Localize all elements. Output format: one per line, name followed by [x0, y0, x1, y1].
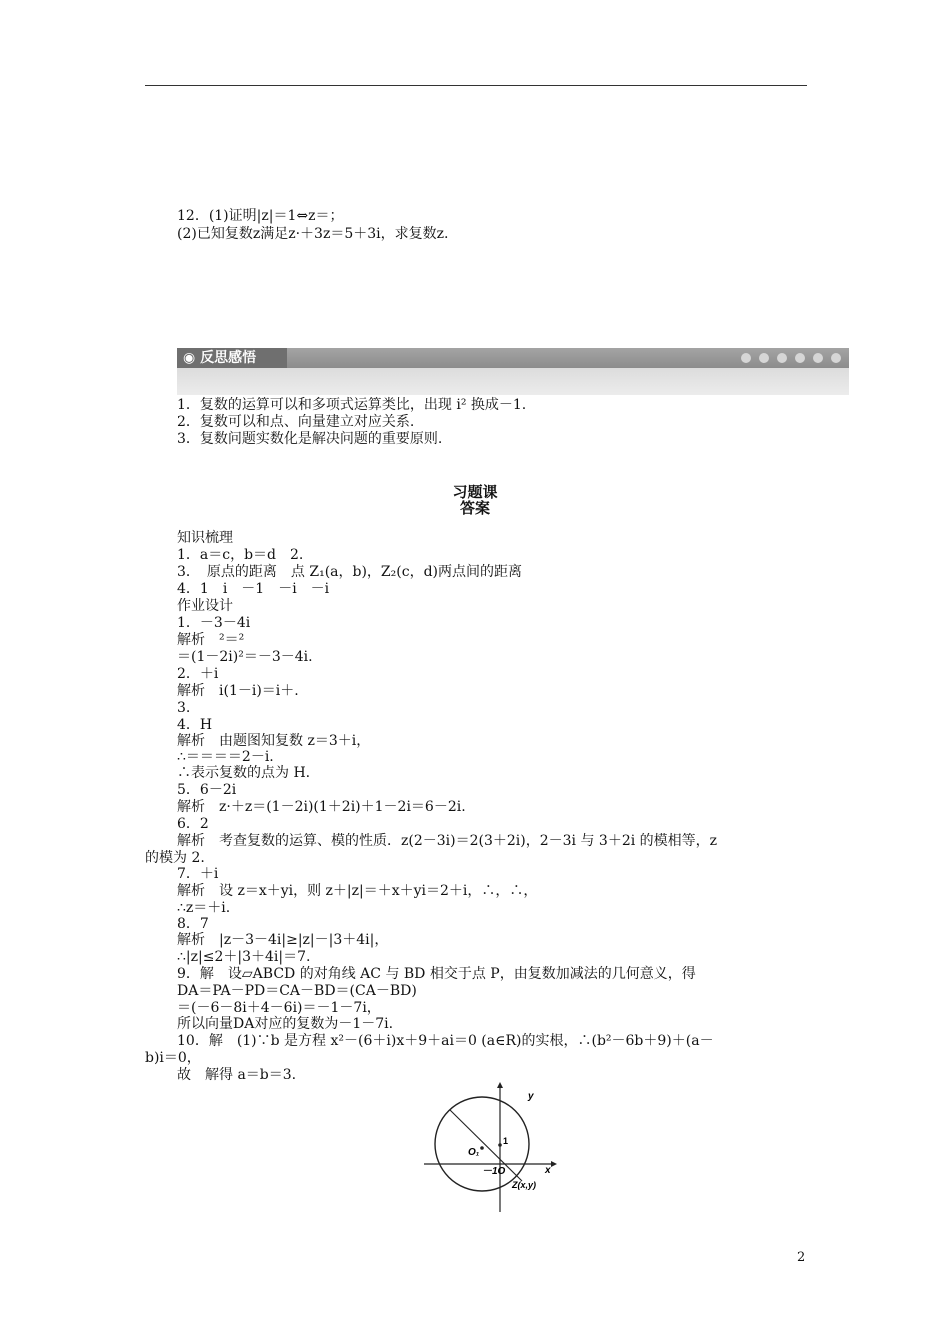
answer-line: 3.: [177, 700, 191, 716]
dot-icon: [831, 353, 841, 363]
problem-12-line-1: 12．(1)证明|z|＝1⇔z＝；: [177, 208, 344, 224]
answer-line: 4．H: [177, 717, 213, 733]
answer-line: 7．＋i: [177, 866, 219, 882]
answer-line: 作业设计: [177, 598, 233, 614]
answer-line: 的模为 2.: [145, 850, 205, 866]
answer-line: 解析 考查复数的运算、模的性质．z(2－3i)＝2(3＋2i)，2－3i 与 3＋2i 的模相等，z: [177, 833, 718, 849]
answer-line: 故 解得 a＝b＝3.: [177, 1067, 297, 1083]
banner-lower-bar: [177, 368, 849, 395]
o1-label: O₁: [468, 1147, 480, 1158]
y-label: y: [528, 1091, 534, 1102]
banner-title: ◉ 反思感悟: [183, 350, 257, 366]
point-i: [498, 1143, 502, 1147]
answer-line: 解析 由题图知复数 z＝3＋i，: [177, 733, 371, 749]
answer-line: 1．a＝c，b＝d 2.: [177, 547, 304, 563]
page-number: 2: [797, 1250, 806, 1265]
answer-line: 4．1 i －1 －i －i: [177, 581, 330, 597]
dot-icon: [777, 353, 787, 363]
problem-12-line-2: (2)已知复数z满足z·＋3z＝5＋3i，求复数z.: [177, 226, 449, 242]
answer-line: ∴表示复数的点为 H.: [177, 765, 311, 781]
reflection-item: 3．复数问题实数化是解决问题的重要原则.: [177, 431, 443, 447]
dot-icon: [741, 353, 751, 363]
x-arrow-icon: [551, 1161, 557, 1167]
header-rule: [145, 85, 807, 86]
dot-icon: [813, 353, 823, 363]
dot-icon: [759, 353, 769, 363]
answer-line: 10．解 (1)∵b 是方程 x²－(6＋i)x＋9＋ai＝0 (a∈R)的实根，∴(b²－6b＋9)＋(a－: [177, 1033, 714, 1049]
banner-dots: [741, 353, 841, 363]
answer-line: 所以向量DA对应的复数为－1－7i.: [177, 1016, 394, 1032]
reflection-item: 1．复数的运算可以和多项式运算类比，出现 i² 换成－1.: [177, 397, 527, 413]
z-label: Z(x,y): [512, 1180, 537, 1190]
origin-label: －1O: [482, 1166, 506, 1177]
y-arrow-icon: [497, 1082, 503, 1088]
answer-line: 解析 ²＝²: [177, 632, 245, 648]
answer-line: 6．2: [177, 816, 209, 832]
answer-line: ＝(－6－8i＋4－6i)＝－1－7i，: [177, 1000, 381, 1016]
answer-line: 解析 z·＋z＝(1－2i)(1＋2i)＋1－2i＝6－2i.: [177, 799, 466, 815]
complex-plane-figure: [420, 1078, 570, 1218]
answer-line: 5．6－2i: [177, 782, 237, 798]
answer-line: ＝(1－2i)²＝－3－4i.: [177, 649, 313, 665]
answer-line: 3． 原点的距离 点 Z₁(a，b)，Z₂(c，d)两点间的距离: [177, 564, 522, 580]
dot-icon: [795, 353, 805, 363]
answer-line: DA＝PA－PD＝CA－BD＝(CA－BD): [177, 983, 417, 999]
answer-line: 解析 设 z＝x＋yi，则 z＋|z|＝＋x＋yi＝2＋i，∴，∴，: [177, 883, 538, 899]
answer-line: 解析 i(1－i)＝i＋.: [177, 683, 299, 699]
answer-line: 知识梳理: [177, 530, 233, 546]
answer-line: ∴z＝＋i.: [177, 900, 231, 916]
answer-line: 解析 |z－3－4i|≥|z|－|3＋4i|，: [177, 932, 389, 948]
answer-line: b)i＝0，: [145, 1050, 201, 1066]
answer-line: ∴|z|≤2＋|3＋4i|＝7.: [177, 949, 311, 965]
answer-line: 1．－3－4i: [177, 615, 251, 631]
answer-line: 9．解 设▱ABCD 的对角线 AC 与 BD 相交于点 P，由复数加减法的几何意义，得: [177, 966, 696, 982]
reflection-item: 2．复数可以和点、向量建立对应关系.: [177, 414, 415, 430]
x-label: x: [545, 1165, 551, 1176]
answer-title: 答案: [459, 499, 490, 517]
section-title: 习题课: [452, 483, 498, 501]
reflection-banner: [177, 348, 849, 395]
center-point: [480, 1146, 484, 1150]
answer-line: 8．7: [177, 916, 209, 932]
answer-line: ∴＝＝＝＝2－i.: [177, 749, 274, 765]
one-label: 1: [503, 1136, 509, 1146]
answer-line: 2．＋i: [177, 666, 219, 682]
